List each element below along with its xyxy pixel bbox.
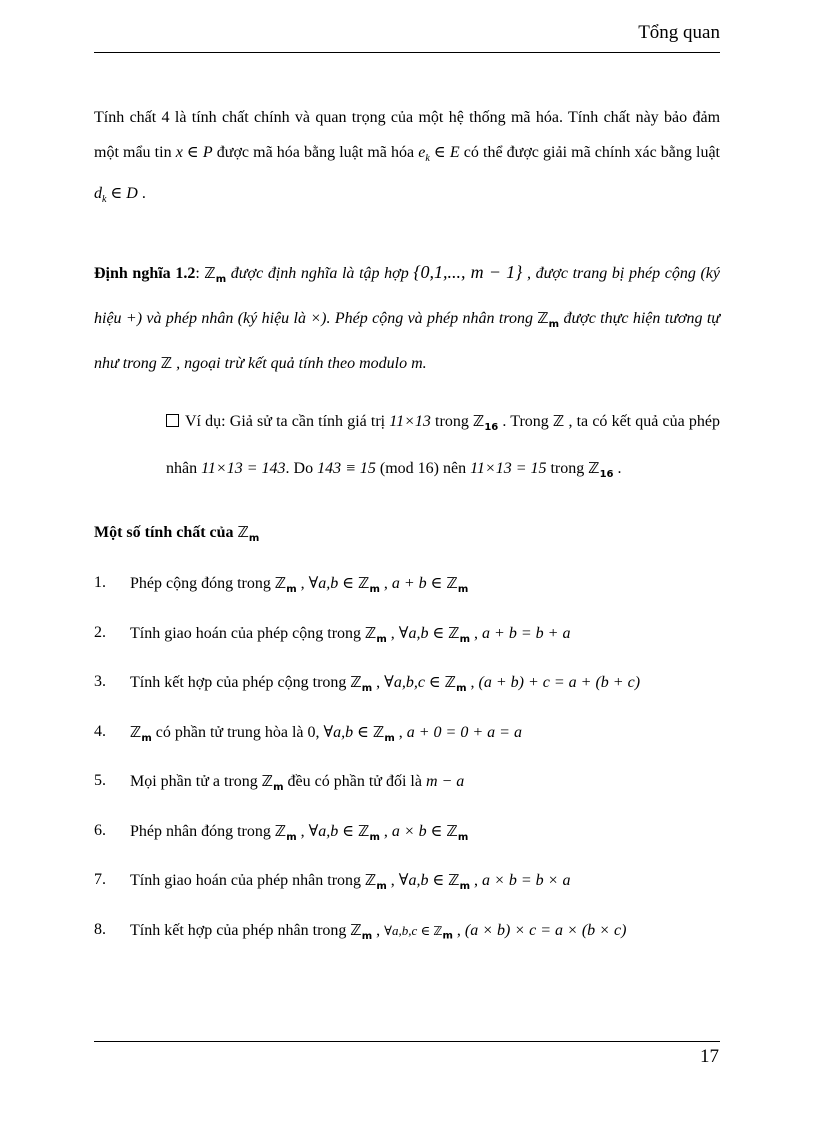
zm-symbol: ℤ$_m$ [204,264,227,286]
z-symbol: ℤ [160,354,173,373]
math-dk: $d_k$ ∈ D [94,185,138,206]
list-item: 8. Tính kết hợp của phép nhân trong ℤ$_m$ , ∀a,b,c ∈ ℤ$_m$ , (a × b) × c = a × (b × c) [94,920,627,942]
definition-label: Định nghĩa 1.2 [94,265,196,283]
list-item: 6. Phép nhân đóng trong ℤ$_m$ , ∀a,b ∈ ℤ$_m$ , a × b ∈ ℤ$_m$ [94,821,469,843]
math-product: 11×13 = 143 [201,460,286,478]
list-item: 7. Tính giao hoán của phép nhân trong ℤ$_m$ , ∀a,b ∈ ℤ$_m$ , a × b = b × a [94,871,571,893]
list-item: 5. Mọi phần tử a trong ℤ$_m$ đều có phần tử đối là m − a [94,772,465,794]
page-content [94,100,720,964]
header-title: Tổng quan [638,22,720,43]
checkbox-bullet-icon [166,414,179,427]
math-x-in-p: x ∈ P [175,144,213,161]
z16-symbol: ℤ$_{16}$ [472,412,499,434]
properties-list [94,568,720,964]
math-congruence: 143 ≡ 15 [317,460,376,478]
math-ek: $e_k$ ∈ E [418,144,460,165]
intro-paragraph: Tính chất 4 là tính chất chính và quan trọng của một hệ thống mã hóa. Tính chất này bảo đảm một mẩu tin x ∈ P được mã hóa bằng luật mã hóa $e_k$ ∈ E có thể được giải mã chính xác bằng luật $d_k$ ∈ D . [94,109,721,206]
math-set: {0,1,..., m − 1} [413,262,523,283]
list-item: 1. Phép cộng đóng trong ℤ$_m$ , ∀a,b ∈ ℤ$_m$ , a + b ∈ ℤ$_m$ [94,574,469,596]
page-number: 17 [700,1046,719,1067]
properties-heading: Một số tính chất của ℤ$_m$ [94,523,260,545]
z-symbol: ℤ [552,412,565,431]
list-item: 2. Tính giao hoán của phép cộng trong ℤ$_m$ , ∀a,b ∈ ℤ$_m$ , a + b = b + a [94,623,571,645]
list-item: 4. ℤ$_m$ có phần tử trung hòa là 0, ∀a,b ∈ ℤ$_m$ , a + 0 = 0 + a = a [94,722,522,744]
z16-symbol: ℤ$_{16}$ [588,459,614,481]
intro-line-1: Tính chất 4 là tính chất chính và quan trọng của một hệ thống mã hóa. Tính chất [94,109,631,126]
math-result: 11×13 = 15 [470,460,547,478]
zm-symbol: ℤ$_m$ [537,309,560,331]
math-11x13: 11×13 [389,413,431,431]
footer-rule [94,1041,720,1042]
page-header [94,20,720,53]
definition-paragraph: Định nghĩa 1.2: ℤ$_m$ được định nghĩa là tập hợp {0,1,..., m − 1} , được trang bị phép cộng (ký hiệu +) và phép nhân (ký hiệu là ×). Phép cộng và phép nhân trong ℤ$_m$ được thực hiện tương tự như trong ℤ , ngoại trừ kết quả tính theo modulo m. [94,262,721,373]
list-item: 3. Tính kết hợp của phép cộng trong ℤ$_m$ , ∀a,b,c ∈ ℤ$_m$ , (a + b) + c = a + (b + c) [94,673,641,695]
example-paragraph: Ví dụ: Giả sử ta cần tính giá trị 11×13 trong ℤ$_{16}$ . Trong ℤ , ta có kết quả của phép nhân 11×13 = 143. Do 143 ≡ 15 (mod 16) nên 11×13 = 15 trong ℤ$_{16}$ . [166,412,721,481]
